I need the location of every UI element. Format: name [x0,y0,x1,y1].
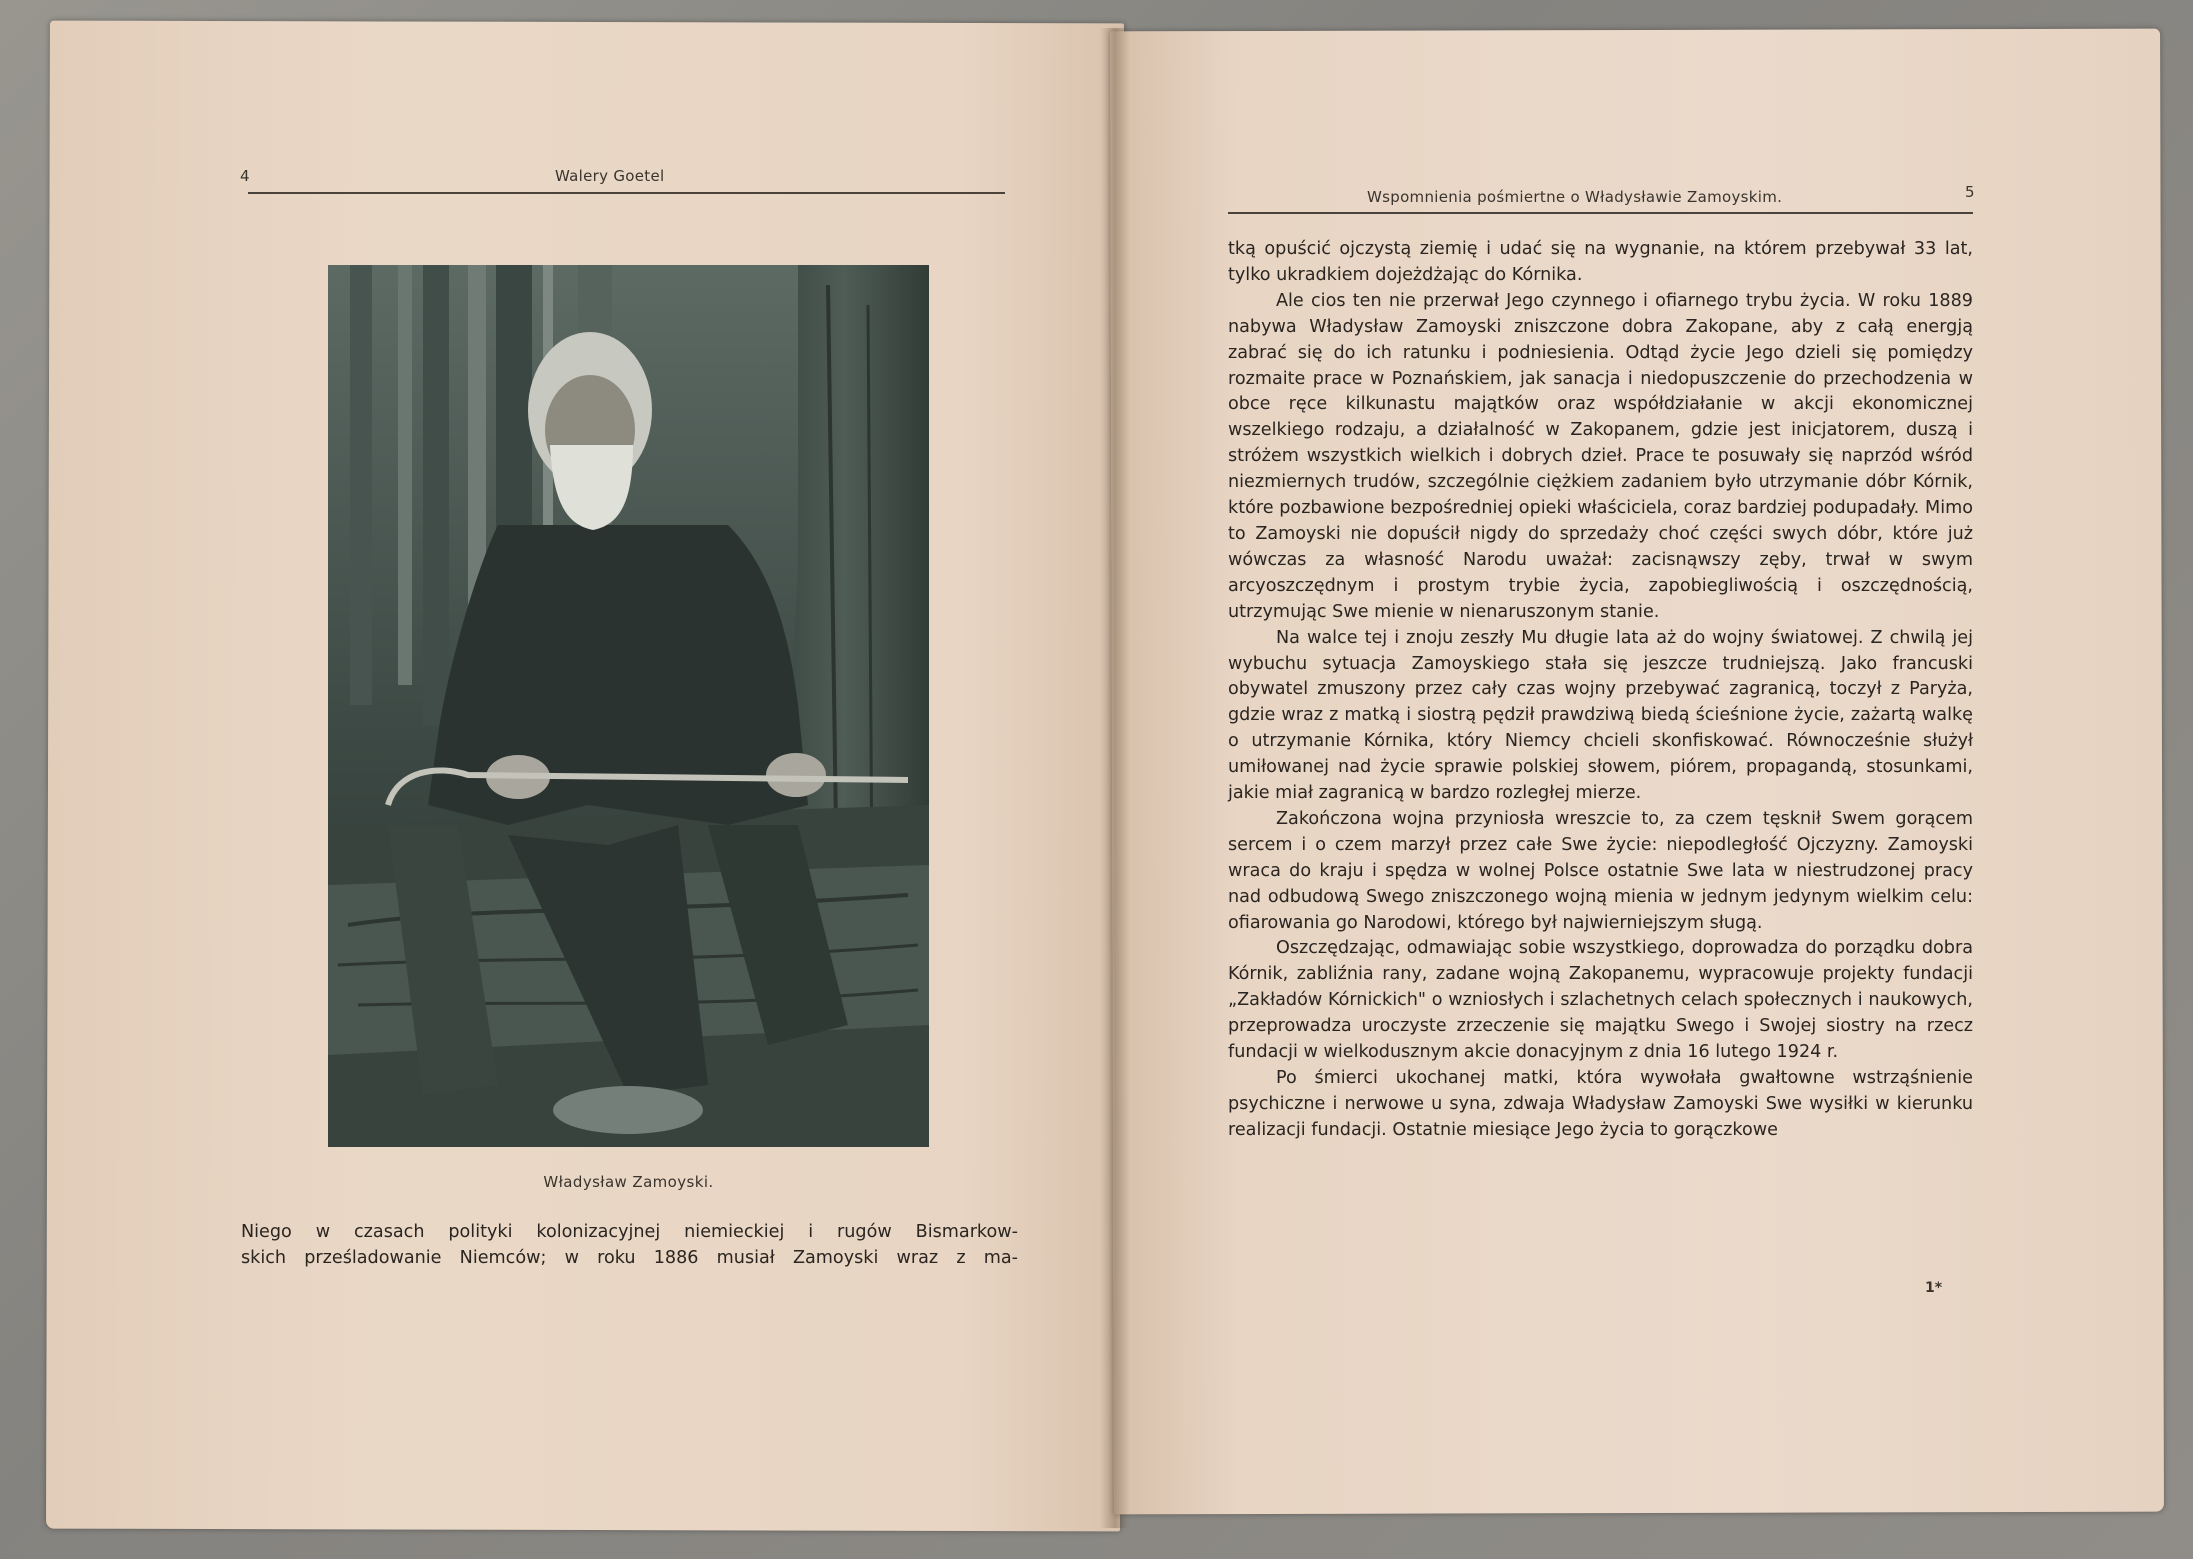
portrait-photo [328,265,929,1147]
paragraph-1: tką opuścić ojczystą ziemię i udać się na wygnanie, na którem przebywał 33 lat, tylko ukradkiem dojeżdżając do Kórnika. [1228,239,1973,285]
book-gutter [1100,28,1130,1528]
right-body-text [1228,237,1973,1144]
paragraph-4: Zakończona wojna przyniosła wreszcie to, za czem tęsknił Swem gorącem sercem i o czem marzył przez całe Swe życie: niepodległość Ojczyzny. Zamoyski wraca do kraju i spędza w wolnej Polsce ostatnie Swe lata w niestrudzonej pracy nad odbudową Swego zniszczonego wojną mienia w jednym jedynym wielkim celu: ofiarowania go Narodowi, którego był najwierniejszym sługą. [1228,808,1973,933]
photo-caption: Władysław Zamoyski. [543,1173,714,1191]
right-header-rule [1228,212,1973,214]
paragraph-3: Na walce tej i znoju zeszły Mu długie lata aż do wojny światowej. Z chwilą jej wybuchu sytuacja Zamoyskiego stała się jeszcze trudniejszą. Jako francuski obywatel zmuszony przez cały czas wojny przebywać zagranicą, toczył z Paryża, gdzie wraz z matką i siostrą pędził prawdziwą biedą ścieśnione życie, zażartą walkę o utrzymanie Kórnika, który Niemcy chcieli skonfiskować. Równocześnie służył umiłowanej nad życie sprawie polskiej słowem, piórem, propagandą, stosunkami, jakie miał zagranicą w bardzo rozległej mierze. [1228,627,1973,804]
signature-mark: 1* [1925,1280,1943,1296]
left-body-text [241,1220,1018,1272]
portrait-photo-illustration [328,265,929,1147]
right-running-head: Wspomnienia pośmiertne o Władysławie Zamoyskim. [1367,188,1783,206]
left-header-rule [248,192,1005,194]
right-page-number: 5 [1965,183,1975,201]
left-body-line-2: skich prześladowanie Niemców; w roku 1886 musiał Zamoyski wraz z ma- [241,1247,1018,1268]
paragraph-2: Ale cios ten nie przerwał Jego czynnego i ofiarnego trybu życia. W roku 1889 nabywa Władysław Zamoyski zniszczone dobra Zakopane, aby z całą energją zabrać się do ich ratunku i podniesienia. Odtąd życie Jego dzieli się pomiędzy rozmaite prace w Poznańskiem, jak sanacja i niedopuszczenie do przechodzenia w obce ręce kilkunastu majątków oraz współdziałanie w akcji ekonomicznej wszelkiego rodzaju, a działalność w Zakopanem, gdzie jest inicjatorem, duszą i stróżem wszystkich wielkich i dobrych dzieł. Prace te posuwały się naprzód wśród niezmiernych trudów, szczególnie ciężkiem zadaniem było utrzymanie dóbr Kórnik, które pozbawione bezpośredniej opieki właściciela, coraz bardziej podupadały. Mimo to Zamoyski nie dopuścił nigdy do sprzedaży choć części swych dóbr, które już wówczas za własność Narodu uważał: zacisnąwszy zęby, trwał w swym arcyoszczędnym i prostym trybie życia, zapobiegliwością i oszczędnością, utrzymując Swe mienie w nienaruszonym stanie. [1228,290,1973,622]
left-running-head: Walery Goetel [555,167,665,185]
paragraph-6: Po śmierci ukochanej matki, która wywołała gwałtowne wstrząśnienie psychiczne i nerwowe u syna, zdwaja Władysław Zamoyski Swe wysiłki w kierunku realizacji fundacji. Ostatnie miesiące Jego życia to gorączkowe [1228,1068,1973,1140]
paragraph-5: Oszczędzając, odmawiając sobie wszystkiego, doprowadza do porządku dobra Kórnik, zabliźnia rany, zadane wojną Zakopanemu, wypracowuje projekty fundacji „Zakładów Kórnickich" o wzniosłych i szlachetnych celach społecznych i naukowych, przeprowadza uroczyste zrzeczenie się majątku Swego i Swojej siostry na rzecz fundacji w wielkodusznym akcie donacyjnym z dnia 16 lutego 1924 r. [1228,938,1973,1063]
left-body-line-1: Niego w czasach polityki kolonizacyjnej niemieckiej i rugów Bismarkow- [241,1222,1018,1242]
left-page-number: 4 [240,167,250,185]
